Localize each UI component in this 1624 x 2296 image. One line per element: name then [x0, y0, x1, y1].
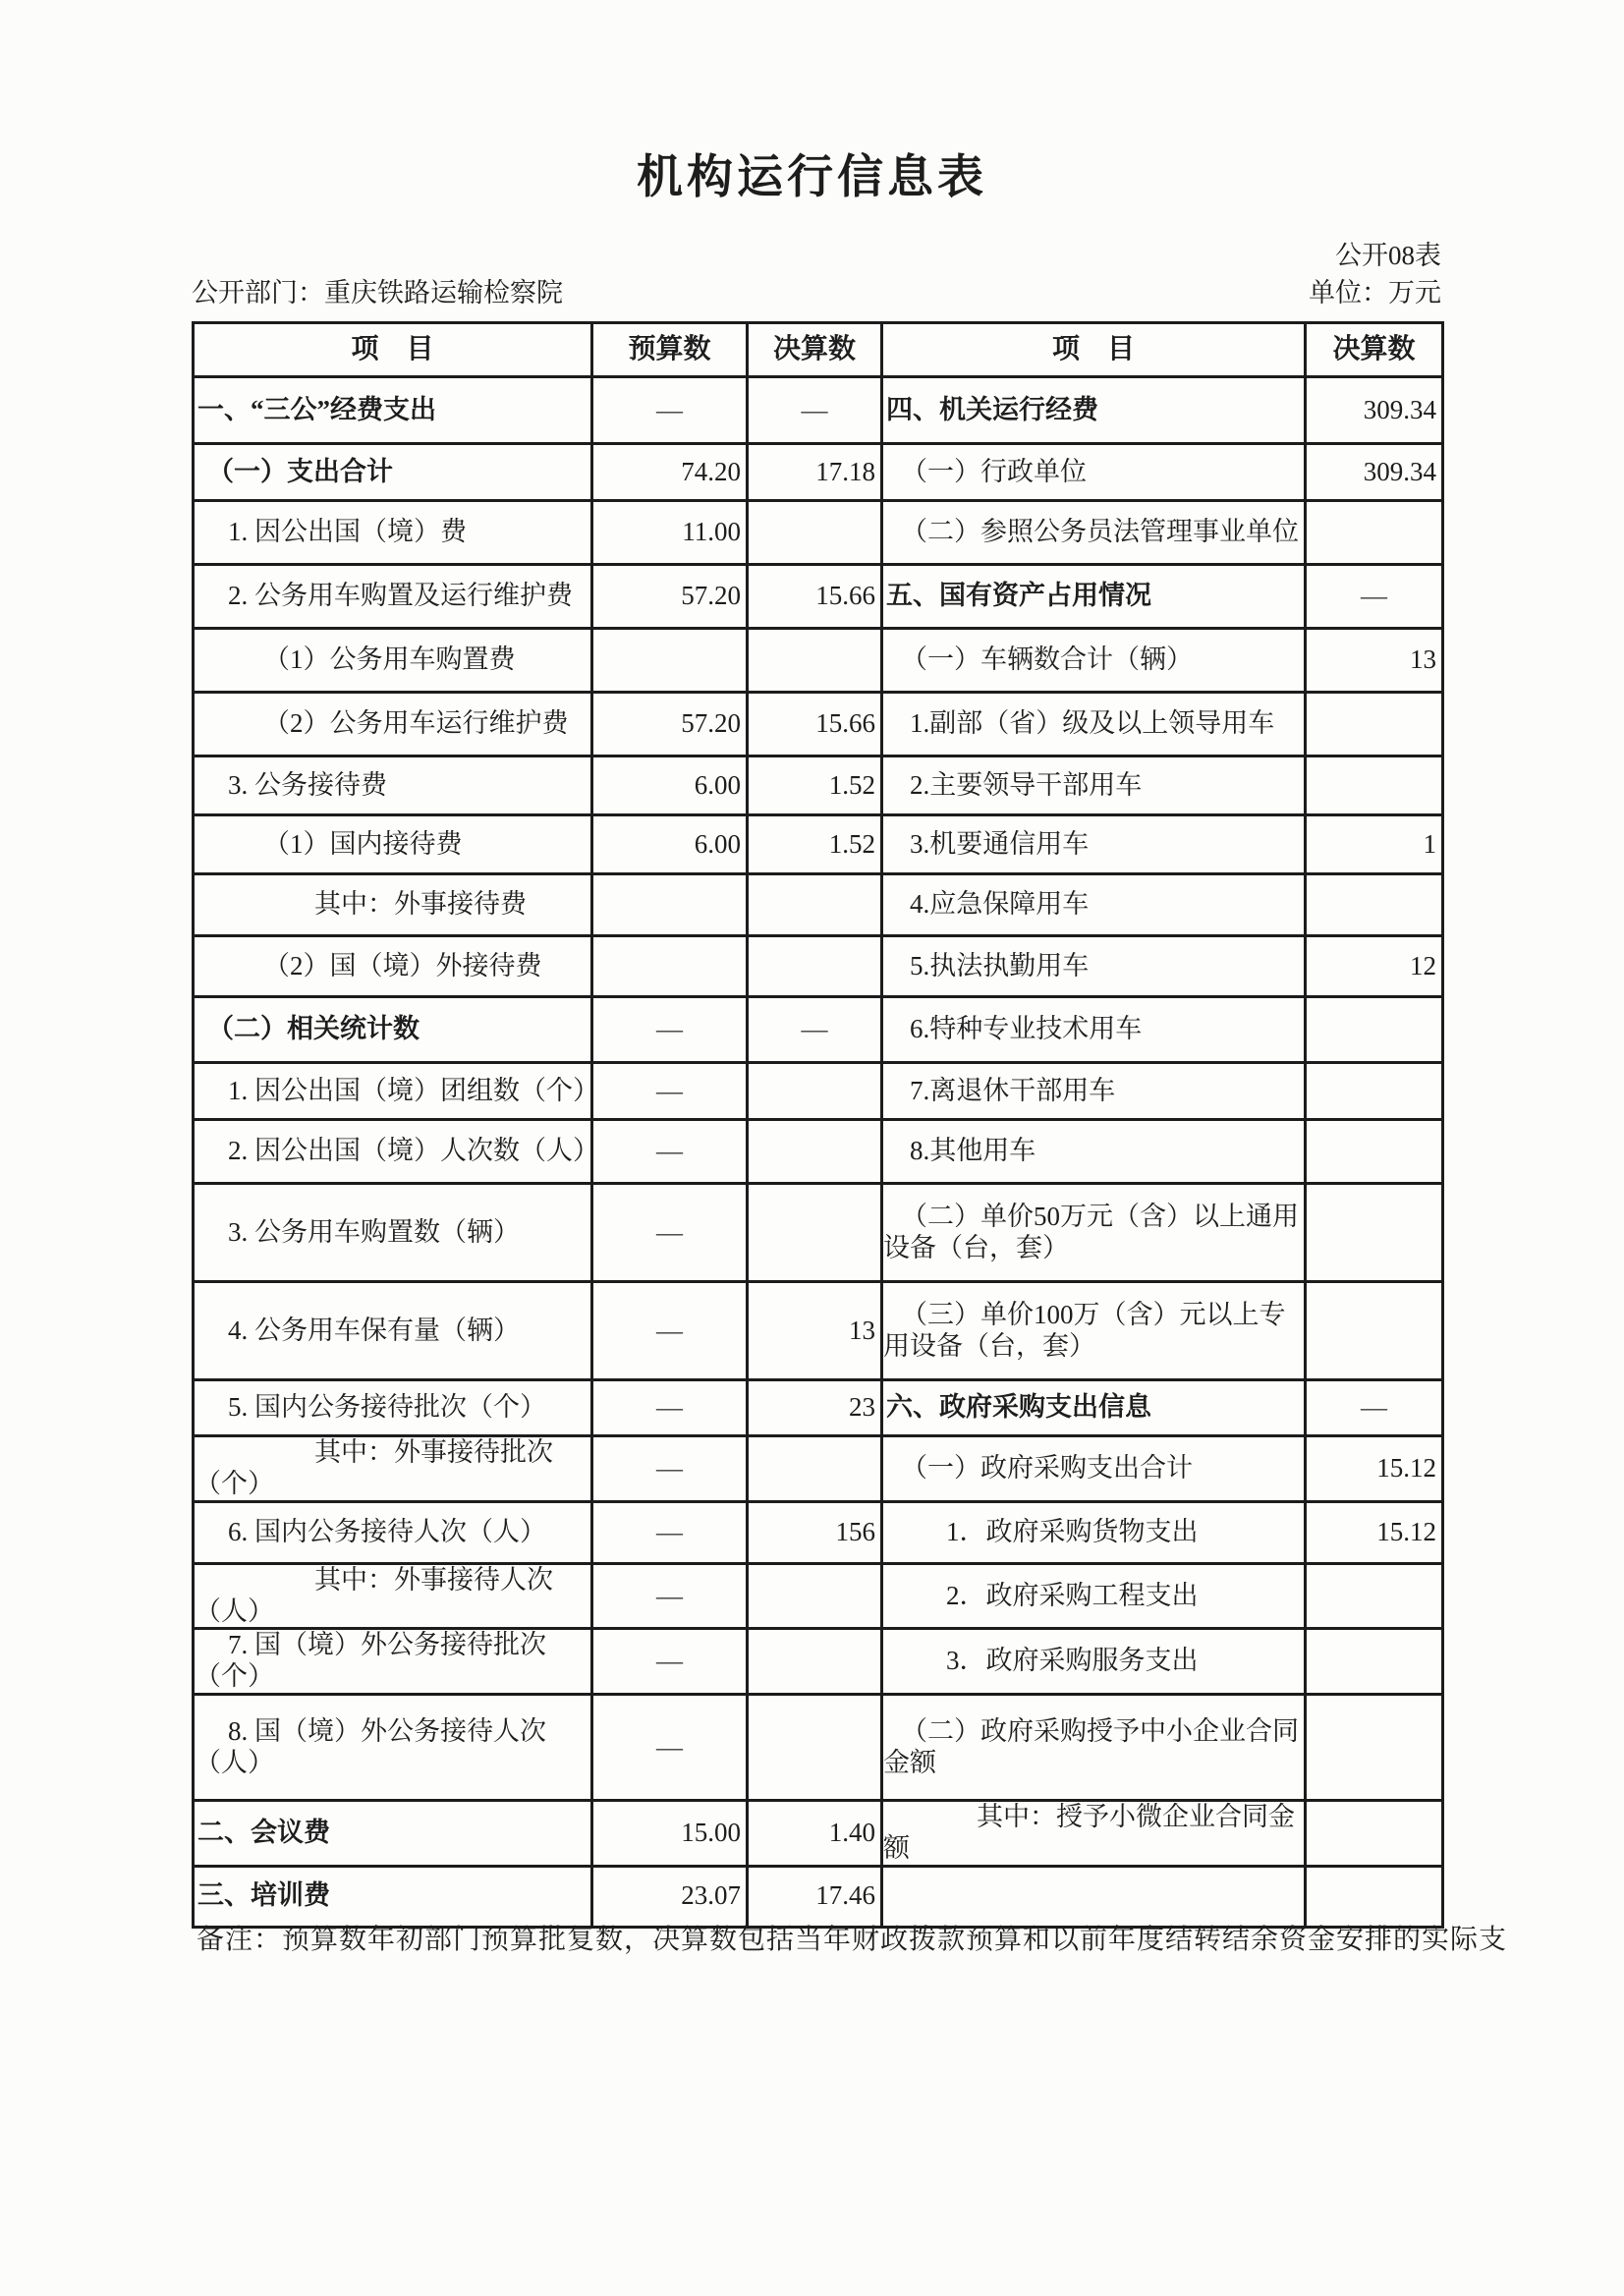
item-label-right: 7.离退休干部用车	[882, 1063, 1306, 1120]
final-value-left: —	[748, 377, 882, 444]
final-value-left	[748, 501, 882, 565]
item-label-right: 4.应急保障用车	[882, 874, 1306, 936]
final-value-right	[1306, 1063, 1443, 1120]
col-header-final-left: 决算数	[748, 323, 882, 377]
final-value-right: 15.12	[1306, 1501, 1443, 1563]
budget-value	[592, 629, 748, 693]
item-label-right: （一）政府采购支出合计	[882, 1436, 1306, 1502]
table-row	[194, 444, 1443, 501]
item-label-right: （三）单价100万（含）元以上专用设备（台，套）	[882, 1282, 1306, 1380]
item-label-left: （2）公务用车运行维护费	[194, 693, 592, 756]
budget-value: 74.20	[592, 444, 748, 501]
item-label-right: 2.主要领导干部用车	[882, 756, 1306, 815]
item-label-right: 六、政府采购支出信息	[882, 1380, 1306, 1436]
table-row	[194, 1695, 1443, 1801]
final-value-left: 15.66	[748, 693, 882, 756]
budget-value	[592, 936, 748, 997]
unit-label: 单位：万元	[1309, 278, 1441, 308]
item-label-right: （一）车辆数合计（辆）	[882, 629, 1306, 693]
final-value-left	[748, 874, 882, 936]
budget-value: —	[592, 1282, 748, 1380]
final-value-right	[1306, 1695, 1443, 1801]
budget-value: —	[592, 1695, 748, 1801]
final-value-left	[748, 1695, 882, 1801]
item-label-right: （二）单价50万元（含）以上通用设备（台，套）	[882, 1184, 1306, 1282]
table-row	[194, 1501, 1443, 1563]
item-label-left: 三、培训费	[194, 1866, 592, 1927]
item-label-left: 8. 国（境）外公务接待人次（人）	[194, 1695, 592, 1801]
budget-value: 23.07	[592, 1866, 748, 1927]
item-label-left: （一）支出合计	[194, 444, 592, 501]
final-value-left: 13	[748, 1282, 882, 1380]
item-label-left: 3. 公务接待费	[194, 756, 592, 815]
table-row	[194, 1380, 1443, 1436]
final-value-left	[748, 1436, 882, 1502]
item-label-right: 其中：授予小微企业合同金额	[882, 1801, 1306, 1867]
item-label-right: （二）政府采购授予中小企业合同金额	[882, 1695, 1306, 1801]
budget-value: —	[592, 377, 748, 444]
budget-value: —	[592, 1380, 748, 1436]
item-label-right: 1.副部（省）级及以上领导用车	[882, 693, 1306, 756]
item-label-left: 3. 公务用车购置数（辆）	[194, 1184, 592, 1282]
department-label: 公开部门：重庆铁路运输检察院	[192, 278, 563, 308]
final-value-left: 1.40	[748, 1801, 882, 1867]
budget-value: 11.00	[592, 501, 748, 565]
final-value-left	[748, 1184, 882, 1282]
item-label-left: 1. 因公出国（境）费	[194, 501, 592, 565]
table-row	[194, 997, 1443, 1063]
item-label-right: 5.执法执勤用车	[882, 936, 1306, 997]
final-value-right	[1306, 501, 1443, 565]
final-value-left	[748, 936, 882, 997]
item-label-left: 二、会议费	[194, 1801, 592, 1867]
table-row	[194, 1120, 1443, 1184]
table-row	[194, 1563, 1443, 1629]
final-value-left	[748, 1063, 882, 1120]
final-value-left: 23	[748, 1380, 882, 1436]
budget-value: —	[592, 1120, 748, 1184]
final-value-left	[748, 1629, 882, 1695]
final-value-right	[1306, 997, 1443, 1063]
item-label-left: 4. 公务用车保有量（辆）	[194, 1282, 592, 1380]
final-value-right	[1306, 1184, 1443, 1282]
final-value-right	[1306, 756, 1443, 815]
item-label-right: 6.特种专业技术用车	[882, 997, 1306, 1063]
budget-value	[592, 874, 748, 936]
budget-value: 6.00	[592, 756, 748, 815]
table-row	[194, 936, 1443, 997]
table-row	[194, 565, 1443, 629]
item-label-right: 3.机要通信用车	[882, 815, 1306, 874]
final-value-right: 13	[1306, 629, 1443, 693]
budget-value: —	[592, 1629, 748, 1695]
table-row	[194, 501, 1443, 565]
final-value-right	[1306, 693, 1443, 756]
table-row	[194, 1063, 1443, 1120]
budget-value: 15.00	[592, 1801, 748, 1867]
header-row	[194, 323, 1443, 377]
table-row	[194, 1184, 1443, 1282]
table-row	[194, 1629, 1443, 1695]
item-label-left: 2. 公务用车购置及运行维护费	[194, 565, 592, 629]
table-row	[194, 874, 1443, 936]
final-value-right: —	[1306, 1380, 1443, 1436]
item-label-right: 2．政府采购工程支出	[882, 1563, 1306, 1629]
form-code-label: 公开08表	[1335, 241, 1441, 270]
final-value-left	[748, 1120, 882, 1184]
final-value-right	[1306, 874, 1443, 936]
operation-info-table	[192, 321, 1444, 1929]
final-value-right: 15.12	[1306, 1436, 1443, 1502]
item-label-right: 1．政府采购货物支出	[882, 1501, 1306, 1563]
item-label-left: （1）国内接待费	[194, 815, 592, 874]
footnote: 备注：预算数年初部门预算批复数，决算数包括当年财政拨款预算和以前年度结转结余资金安排的实际支	[196, 1925, 1508, 1955]
budget-value: —	[592, 1501, 748, 1563]
budget-value: 6.00	[592, 815, 748, 874]
item-label-left: （2）国（境）外接待费	[194, 936, 592, 997]
item-label-left: 其中：外事接待费	[194, 874, 592, 936]
final-value-right	[1306, 1282, 1443, 1380]
col-header-budget: 预算数	[592, 323, 748, 377]
final-value-left: 17.18	[748, 444, 882, 501]
item-label-right: （二）参照公务员法管理事业单位	[882, 501, 1306, 565]
final-value-left: 156	[748, 1501, 882, 1563]
table-row	[194, 377, 1443, 444]
item-label-left: 其中：外事接待批次（个）	[194, 1436, 592, 1502]
item-label-right: 3．政府采购服务支出	[882, 1629, 1306, 1695]
table-row	[194, 1282, 1443, 1380]
final-value-left: 1.52	[748, 815, 882, 874]
item-label-right: 五、国有资产占用情况	[882, 565, 1306, 629]
item-label-left: （二）相关统计数	[194, 997, 592, 1063]
final-value-right: 309.34	[1306, 444, 1443, 501]
table-row	[194, 693, 1443, 756]
item-label-left: 5. 国内公务接待批次（个）	[194, 1380, 592, 1436]
item-label-left: 其中：外事接待人次（人）	[194, 1563, 592, 1629]
final-value-left: 15.66	[748, 565, 882, 629]
final-value-left: 17.46	[748, 1866, 882, 1927]
table-row	[194, 1801, 1443, 1867]
item-label-left: 7. 国（境）外公务接待批次（个）	[194, 1629, 592, 1695]
budget-value: —	[592, 1436, 748, 1502]
final-value-right: 309.34	[1306, 377, 1443, 444]
budget-value: 57.20	[592, 693, 748, 756]
final-value-right	[1306, 1801, 1443, 1867]
final-value-right: 12	[1306, 936, 1443, 997]
budget-value: —	[592, 1184, 748, 1282]
budget-value: —	[592, 1563, 748, 1629]
final-value-right	[1306, 1120, 1443, 1184]
item-label-right: 四、机关运行经费	[882, 377, 1306, 444]
budget-value: 57.20	[592, 565, 748, 629]
item-label-left: （1）公务用车购置费	[194, 629, 592, 693]
col-header-item-left: 项 目	[194, 323, 592, 377]
table-row	[194, 629, 1443, 693]
final-value-left	[748, 629, 882, 693]
final-value-left: —	[748, 997, 882, 1063]
page-title: 机构运行信息表	[637, 152, 987, 203]
meta-row	[192, 271, 1441, 309]
col-header-item-right: 项 目	[882, 323, 1306, 377]
item-label-left: 1. 因公出国（境）团组数（个）	[194, 1063, 592, 1120]
budget-value: —	[592, 1063, 748, 1120]
col-header-final-right: 决算数	[1306, 323, 1443, 377]
final-value-right: —	[1306, 565, 1443, 629]
item-label-right: 8.其他用车	[882, 1120, 1306, 1184]
budget-value: —	[592, 997, 748, 1063]
final-value-right: 1	[1306, 815, 1443, 874]
table-row	[194, 756, 1443, 815]
item-label-left: 6. 国内公务接待人次（人）	[194, 1501, 592, 1563]
table-row	[194, 1436, 1443, 1502]
table-row	[194, 815, 1443, 874]
item-label-left: 2. 因公出国（境）人次数（人）	[194, 1120, 592, 1184]
item-label-right: （一）行政单位	[882, 444, 1306, 501]
item-label-left: 一、“三公”经费支出	[194, 377, 592, 444]
final-value-right	[1306, 1629, 1443, 1695]
final-value-left: 1.52	[748, 756, 882, 815]
final-value-right	[1306, 1563, 1443, 1629]
final-value-left	[748, 1563, 882, 1629]
